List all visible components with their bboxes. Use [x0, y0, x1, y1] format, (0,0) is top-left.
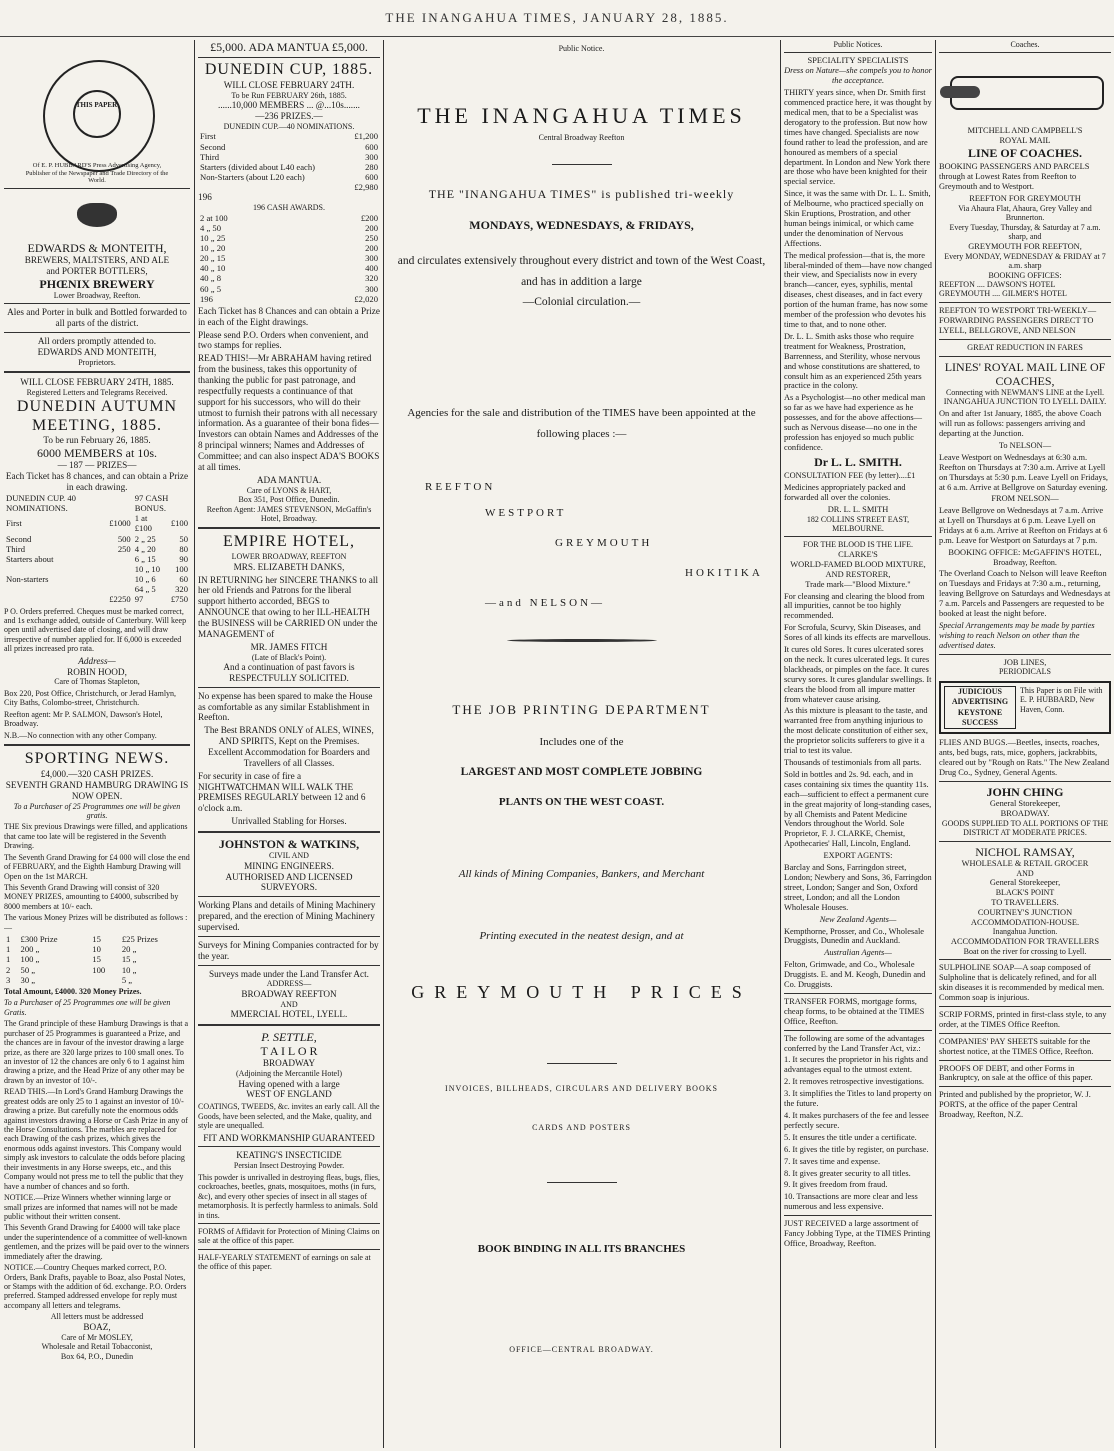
list-item: 5. It ensures the title under a certificate. — [784, 1132, 917, 1142]
coach-line: Via Ahaura Flat, Ahaura, Grey Valley and Brunnerton. — [958, 204, 1092, 223]
table-row: Second 600 — [200, 141, 378, 152]
greymouth-prices: GREYMOUTH PRICES — [411, 982, 752, 1003]
cup-line: ADA MANTUA. — [256, 474, 322, 485]
courtney-line: ACCOMMODATION FOR TRAVELLERS — [950, 936, 1100, 946]
empire-line: And a continuation of past favors is RESPECTFULLY SOLICITED. — [223, 662, 355, 683]
column-rule — [383, 40, 384, 1448]
clarke-paragraph: For cleansing and clearing the blood from all impurities, cannot be too highly recommended. — [784, 591, 925, 621]
page-header-title: THE INANGAHUA TIMES, JANUARY 28, 1885. — [385, 10, 729, 25]
coach-line: GREAT REDUCTION IN FARES — [967, 342, 1083, 352]
settle-title: P. SETTLE, — [261, 1029, 317, 1044]
coach-illustration — [940, 56, 1110, 126]
list-item: 10. Transactions are more clear and less numerous and less expensive. — [784, 1192, 918, 1212]
settle-paragraph: COATINGS, TWEEDS, &c. invites an early call. All the Goods, have been selected, and the Make, quality, and style are unequalled. — [198, 1102, 380, 1131]
coach-line: FROM NELSON— — [991, 494, 1059, 504]
agency-place: HOKITIKA — [685, 567, 763, 580]
coach-paragraph: REEFTON TO WESTPORT TRI-WEEKLY—FORWARDING PASSENGERS DIRECT TO LYELL, BELLGROVE, AND NELSON — [939, 305, 1097, 335]
table-row: 64 „ 5 320 — [134, 584, 188, 595]
johnston-paragraph: Working Plans and details of Mining Machinery prepared, and the erection of Mining Machinery supervised. — [198, 900, 376, 932]
clarke-paragraph: It cures old Sores. It cures ulcerated sores on the neck. It cures ulcerated legs. It cures blackheads, or pimples on the face. It cures scurvy sores. It cures glandular swellings. It clears the blood from all impure matter from whatever cause arising. — [784, 645, 932, 704]
sporting-line: To a Purchaser of 25 Programmes one will be given Gratis. — [4, 998, 171, 1017]
sporting-line: All letters must be addressed — [50, 1312, 144, 1322]
ramsay-line: General Storekeeper, — [989, 878, 1061, 888]
settle-line: FIT AND WORKMANSHIP GUARANTEED — [203, 1132, 375, 1143]
job-lines: JOB LINES, — [1003, 657, 1047, 667]
times-circulation-2: —Colonial circulation.— — [522, 296, 641, 309]
john-ching-title: JOHN CHING — [986, 785, 1064, 800]
nz-agents-title: New Zealand Agents— — [819, 914, 897, 924]
cup-paragraph: Each Ticket has 8 Chances and can obtain a Prize in each of the Eight drawings. — [198, 305, 380, 327]
coach-line: INANGAHUA JUNCTION TO LYELL DAILY. — [943, 397, 1107, 407]
coach-line: Every Tuesday, Thursday, & Saturday at 7 a.m. sharp, and — [949, 222, 1101, 242]
settle-line: BROADWAY — [262, 1058, 316, 1069]
list-item: 3. It simplifies the Titles to land property on the future. — [784, 1089, 932, 1109]
settle-line: (Adjoining the Mercantile Hotel) — [236, 1069, 342, 1079]
edwards-line: BREWERS, MALTSTERS, AND ALE — [24, 255, 170, 266]
table-row: Third 300 — [200, 151, 378, 162]
mitchell-line: ROYAL MAIL — [999, 136, 1051, 146]
sporting-paragraph: The various Money Prizes will be distributed as follows :— — [4, 913, 188, 932]
column-rule — [780, 40, 781, 1448]
edwards-brewery-name: PHŒNIX BREWERY — [39, 276, 155, 291]
sporting-paragraph: NOTICE.—Prize Winners whether winning large or small prizes are informed that names will not be made public without their written consent. — [4, 1193, 178, 1221]
keystone-icon — [944, 686, 1016, 730]
dunedin-line: Registered Letters and Telegrams Received. — [26, 388, 168, 398]
header-rule — [0, 36, 1114, 37]
settle-line: T A I L O R — [260, 1044, 318, 1059]
specialists-paragraph: The medical profession—that is, the more liberal-minded of them—have now changed their view, and Specialists now in every branch—cancer, eyes, syphilis, mental diseases, chest diseases, and in fact every portion of the human frame, has now some member of the profession who devotes his time to that, and to none other. — [784, 250, 932, 329]
list-item: 4. It makes purchasers of the fee and lessee perfectly secure. — [784, 1111, 929, 1130]
clarke-line: WORLD-FAMED BLOOD MIXTURE, — [790, 559, 926, 569]
courtney-title: COURTNEY'S JUNCTION ACCOMMODATION-HOUSE. — [970, 907, 1080, 927]
ching-line: General Storekeeper, — [989, 799, 1061, 809]
proofs-of-debt-notice: PROOFS OF DEBT, and other Forms in Bankruptcy, on sale at the office of this paper. — [939, 1063, 1093, 1083]
advertising-wheel-illustration — [25, 40, 170, 185]
table-row: 10 „ 20 200 — [200, 243, 378, 254]
table-row: 20 „ 15 300 — [200, 253, 378, 264]
cup-paragraph: Please send P.O. Orders when convenient, and two stamps for replies. — [198, 329, 369, 351]
export-agents-title: EXPORT AGENTS: — [823, 851, 893, 861]
johnston-line: MMERCIAL HOTEL, LYELL. — [230, 1009, 348, 1020]
cup-line: —236 PRIZES.— — [255, 111, 323, 122]
column-rule — [935, 40, 936, 1448]
office-line: OFFICE—CENTRAL BROADWAY. — [509, 1345, 654, 1355]
job-line: CARDS AND POSTERS — [532, 1123, 631, 1133]
job-line: INVOICES, BILLHEADS, CIRCULARS AND DELIVERY BOOKS — [445, 1084, 718, 1094]
dunedin-line: WILL CLOSE FEBRUARY 24TH, 1885. — [20, 377, 174, 388]
table-row: Non-starters 10 „ 6 60 — [6, 574, 188, 585]
johnston-line: CIVIL AND — [269, 851, 309, 861]
times-published-line: THE "INANGAHUA TIMES" is published tri-weekly — [428, 187, 735, 201]
empire-hotel-title: EMPIRE HOTEL, — [222, 533, 356, 551]
cup-prize-table — [198, 131, 380, 192]
ching-line: GOODS SUPPLIED TO ALL PORTIONS OF THE DISTRICT AT MODERATE PRICES. — [941, 819, 1109, 838]
coach-line: Every MONDAY, WEDNESDAY & FRIDAY at 7 a.m. sharp — [944, 251, 1106, 271]
empire-paragraph: The Best BRANDS ONLY of ALES, WINES, AND SPIRITS, Kept on the Premises. — [204, 725, 374, 747]
list-item: 2. It removes retrospective investigations. — [784, 1077, 925, 1087]
imprint: Printed and published by the proprietor, W. J. PORTS, at the office of the paper Central Broadway, Reefton, N.Z. — [939, 1090, 1091, 1120]
pay-sheets-notice: COMPANIES' PAY SHEETS suitable for the shortest notice, at the TIMES Office, Reefton. — [939, 1036, 1094, 1056]
column-4 — [784, 40, 932, 1448]
table-header: 97 CASH BONUS. — [134, 492, 169, 514]
keystone-text: JUDICIOUS — [957, 686, 1002, 696]
courtney-line: Inangahua Junction. — [992, 927, 1058, 937]
coach-line: GREYMOUTH .... GILMER'S HOTEL — [939, 289, 1067, 299]
transfer-forms-notice: TRANSFER FORMS, mortgage forms, cheap forms, to be obtained at the TIMES Office, Reefton. — [784, 996, 925, 1026]
settle-line: WEST OF ENGLAND — [246, 1089, 332, 1100]
ada-mantua-banner: £5,000. ADA MANTUA £5,000. — [210, 40, 368, 54]
cup-paragraph: READ THIS!—Mr ABRAHAM having retired from the business, takes this opportunity of thanking the public for past patronage, and respectfully requests a continuance of that support for his successors, who will do their utmost to furnish their patrons with all necessary information. As a guarantee of their bona fides—Investors can obtain Names and Addresses of the 8 principal winners; Names and Addresses of Committee; and can also inspect ADA'S BOOKS at all times. — [198, 353, 380, 472]
coach-line: BOOKING OFFICE: McGAFFIN'S HOTEL, — [948, 547, 1102, 557]
sporting-paragraph: THE Six previous Drawings were filled, and applications that came too late will be registered in the Seventh Drawing. — [4, 822, 188, 851]
table-row: 40 „ 8 320 — [200, 273, 378, 284]
coach-line: BOOKING OFFICES: — [988, 270, 1062, 280]
table-row: Second 500 2 „ 25 50 — [6, 533, 188, 544]
nz-agents: Kempthorne, Prosser, and Co., Wholesale Druggists, Dunedin and Auckland. — [784, 926, 924, 946]
specialists-paragraph: As a Psychologist—no other medical man so far as we have had experience as he possesses, and for the above affections—such as Nervous disease—no one in the profession has enjoyed so much public confidence. — [784, 393, 926, 452]
coach-paragraph: Leave Bellgrove on Wednesdays at 7 a.m. Arrive at Lyell on Thursdays at 6 p.m. Leave Lyell on Fridays at 6 a.m. Arrive at Reefton on Fridays at 6 p.m. Leave for Westport on Saturdays at 7 p.m. — [939, 506, 1108, 546]
dunedin-line: Box 220, Post Office, Christchurch, or Jerad Hamlyn, City Baths, Colombo-street, Christchurch. — [4, 688, 177, 708]
sporting-paragraph: The Grand principle of these Hamburg Drawings is that a purchaser of 25 Programmes is guaranteed a Prize, and the chances are in favour of the investor drawing a large prize, as there are 320 large prizes to 100 small ones. To an investor of 12 the chances are only 6 to 1 against him drawing a prize, and the Head Prize of any other may be drawn by an investor of 10/-. — [4, 1019, 189, 1085]
table-row: 4 „ 50 200 — [200, 222, 378, 233]
coach-paragraph: BOOKING PASSENGERS AND PARCELS through at Lowest Rates from Reefton to Greymouth and to Westport. — [939, 162, 1090, 192]
specialists-subtitle: Dress on Nature—she compels you to honor the acceptance. — [784, 66, 932, 86]
coach-line: Connecting with NEWMAN'S LINE at the Lyell. — [945, 387, 1105, 397]
table-header: DUNEDIN CUP. 40 NOMINATIONS. — [6, 492, 76, 514]
job-printing-title: THE JOB PRINTING DEPARTMENT — [452, 702, 711, 718]
sporting-paragraph: READ THIS.—In Lord's Grand Hamburg Drawings the greatest odds are only 25 to 1 against an investor of 10/- drawing a prize. But carefully note the enormous odds against investors drawing a Horse or Cash Prize in any of the Horse Consultations. The marbles are replaced for each Drawing of the cash prizes, which gives the enormous odds against investors. This Company would simply ask investors to calculate the odds before placing their investments in any Horse sweeps, etc., and this Company would not press me to tell the public that they have a number of chances and so forth. — [4, 1087, 188, 1191]
sporting-prize-table — [4, 934, 190, 985]
sporting-line: Care of Mr MOSLEY, — [61, 1332, 133, 1342]
dunedin-line: ROBIN HOOD, — [67, 666, 127, 677]
times-subtitle: Central Broadway Reefton — [538, 133, 625, 142]
keystone-caption: This Paper is on File with E. P. HUBBARD, New Haven, Conn. — [1020, 685, 1103, 714]
specialists-paragraph: Dr. L. L. Smith asks those who require treatment for Weakness, Prostration, Barrenness, and Sterility, whose nervous and whose constitutions are shattered, to consult him as an experienced 25th years practice in the colony. — [784, 331, 922, 391]
consult-line: Medicines appropriately packed and forwarded all over the colonies. — [784, 482, 906, 502]
dr-smith-name: Dr L. L. SMITH. — [814, 454, 902, 469]
lines-royal-mail: LINES' ROYAL MAIL LINE OF COACHES, — [944, 359, 1106, 388]
sporting-line: SEVENTH GRAND HAMBURG DRAWING IS NOW OPEN. — [5, 779, 189, 801]
clarke-paragraph: Sold in bottles and 2s. 9d. each, and in cases containing six times the quantity 11s. each—sufficient to effect a permanent cure in the great majority of long-standing cases, by all Chemists and Patent Medicine Vendors throughout the World. Sole Proprietor, F. J. CLARKE, Chemist, Apothecaries' Hall, Lincoln, England. — [784, 769, 932, 849]
courtney-line: Boat on the river for crossing to Lyell. — [963, 946, 1087, 956]
job-line: All kinds of Mining Companies, Bankers, and Merchant — [458, 868, 705, 881]
table-row: 40 „ 10 400 — [200, 263, 378, 274]
cup-line: Reefton Agent: JAMES STEVENSON, McGaffin's Hotel, Broadway. — [206, 504, 372, 523]
settle-line: Having opened with a large — [238, 1078, 340, 1089]
sulpholine-ad: SULPHOLINE SOAP—A soap composed of Sulpholine that is delicately refined, and for all skin diseases it is recommended by medical men. Common soap is injurious. — [939, 963, 1105, 1002]
dunedin-line: Care of Thomas Stapleton, — [54, 677, 140, 687]
cup-line: 196 — [198, 192, 212, 203]
sporting-line: BOAZ, — [83, 1321, 111, 1332]
ramsay-line: WHOLESALE & RETAIL GROCER — [961, 859, 1089, 869]
table-row: 1 100 „ 15 15 „ — [6, 954, 137, 965]
keystone-text: SUCCESS — [961, 718, 998, 728]
keatings-line: Persian Insect Destroying Powder. — [233, 1161, 345, 1171]
johnston-line: BROADWAY REEFTON — [241, 988, 337, 999]
ramsay-title: NICHOL RAMSAY, — [975, 844, 1075, 859]
sporting-line: Total Amount, £4000. 320 Money Prizes. — [4, 986, 142, 996]
table-total-row: 196 £2,020 — [200, 293, 378, 304]
dunedin-line: N.B.—No connection with any other Company. — [4, 730, 157, 740]
scrip-forms-notice: SCRIP FORMS, printed in first-class style, to any order, at the TIMES Office Reefton. — [939, 1009, 1107, 1029]
empire-paragraph: For security in case of fire a NIGHTWATCHMAN WILL WALK THE PREMISES REGULARLY between 12 and 6 o'clock a.m. — [198, 770, 366, 814]
section-label: Public Notices. — [833, 40, 883, 49]
edwards-line: Lower Broadway, Reefton. — [53, 291, 141, 301]
times-title: THE INANGAHUA TIMES — [417, 103, 746, 128]
sporting-line: Wholesale and Retail Tobacconist, — [41, 1342, 153, 1352]
sporting-line: Box 64, P.O., Dunedin — [60, 1351, 134, 1361]
type-received-notice: JUST RECEIVED a large assortment of Fancy Jobbing Type, at the TIMES Printing Office, Broadway, Reefton. — [784, 1219, 931, 1248]
column-1 — [4, 40, 190, 1448]
table-row: First £1,200 — [200, 131, 378, 142]
masthead — [0, 0, 1114, 36]
edwards-line: Ales and Porter in bulk and Bottled forwarded to all parts of the district. — [7, 307, 187, 329]
dunedin-line: Address— — [78, 655, 116, 666]
table-row: Starters (divided about L40 each) 280 — [200, 161, 378, 172]
cup-line: WILL CLOSE FEBRUARY 24TH. — [223, 80, 355, 91]
keatings-title: KEATING'S INSECTICIDE — [236, 1150, 342, 1161]
empire-paragraph: No expense has been spared to make the House as comfortable as any similar Establishment in Reefton. — [198, 690, 373, 723]
table-row: 1 £300 Prize 15 £25 Prizes — [6, 934, 158, 945]
list-item: 6. It gives the title by register, on purchase. — [784, 1144, 929, 1154]
edwards-line: EDWARDS AND MONTEITH, — [37, 347, 157, 358]
land-transfer-intro: The following are some of the advantages conferred by the Land Transfer Act, viz.: — [784, 1033, 925, 1053]
sporting-paragraph: This Seventh Grand Drawing for £4000 will take place under the superintendence of a committee of well-known gentlemen, and the prizes will be paid over to the winners immediately after the drawing. — [4, 1223, 190, 1261]
table-total-row: £2,980 — [354, 182, 378, 193]
job-line: Printing executed in the neatest design, and at — [479, 930, 684, 943]
cup-line: ......10,000 MEMBERS ... @...10s....... — [218, 100, 360, 111]
ramsay-line: AND — [1016, 868, 1034, 878]
dunedin-cup-title: DUNEDIN CUP, 1885. — [204, 61, 374, 79]
dunedin-title: DUNEDIN AUTUMN MEETING, 1885. — [16, 397, 178, 434]
job-line: Includes one of the — [539, 736, 624, 749]
johnston-paragraph: Surveys for Mining Companies contracted for by the year. — [198, 939, 379, 961]
cup-line: 196 CASH AWARDS. — [252, 203, 326, 213]
table-row: 10 „ 10 100 — [134, 563, 188, 574]
sporting-paragraph: This Seventh Grand Drawing will consist of 320 MONEY PRIZES, amounting to £4000, subscribed by 8000 members at 10/- each. — [4, 883, 179, 911]
centre-notice — [385, 40, 778, 1448]
column-2 — [198, 40, 380, 1448]
list-item: 7. It saves time and expense. — [784, 1156, 881, 1166]
clarke-paragraph: For Scrofula, Scurvy, Skin Diseases, and Sores of all kinds its effects are marvellous. — [784, 623, 931, 643]
sporting-line: £4,000.—320 CASH PRIZES. — [40, 768, 154, 779]
column-rule — [194, 40, 195, 1448]
clarke-line: Trade mark—"Blood Mixture." — [805, 579, 911, 589]
agency-place: REEFTON — [425, 481, 496, 494]
specialists-title: SPECIALITY SPECIALISTS — [807, 56, 909, 66]
specialists-paragraph: Since, it was the same with Dr. L. L. Smith, of Melbourne, who practiced specially on Skin Eruptions, Prostration, and other human beings inimical, or which came under the denomination of Nervous Affections. — [784, 189, 931, 248]
job-line: PLANTS ON THE WEST COAST. — [498, 796, 665, 809]
judicious-advertising-box — [939, 681, 1111, 735]
johnston-line: AND — [280, 999, 298, 1009]
table-row: 3 30 „ 5 „ — [6, 974, 133, 985]
eagle-emblem-icon — [67, 195, 127, 235]
edwards-line: Proprietors. — [78, 357, 116, 367]
dunedin-prize-table — [4, 493, 190, 605]
empire-line: MRS. ELIZABETH DANKS, — [233, 561, 345, 572]
agency-place: WESTPORT — [485, 507, 567, 520]
horse-icon — [940, 86, 980, 98]
johnston-line: Surveys made under the Land Transfer Act. — [209, 968, 369, 979]
coach-paragraph: On and after 1st January, 1885, the above Coach will run as follows: passengers arriving and departing at the Junction. — [939, 409, 1102, 438]
table-row: 1 200 „ 10 20 „ — [6, 944, 137, 955]
dr-smith-name-2: DR. L. L. SMITH — [827, 504, 889, 514]
times-days: MONDAYS, WEDNESDAYS, & FRIDAYS, — [469, 218, 694, 232]
specialists-paragraph: THIRTY years since, when Dr. Smith first commenced practice here, it was thought by medical men, that to be a Specialist was derogatory to the profession. But now how times have changed. Specialists are now found rather to lead the profession, and are honoured as members of a special department. In London and New York there are those who have been knighted for their special service. — [784, 88, 932, 187]
aus-agents-title: Australian Agents— — [824, 948, 892, 958]
sporting-news-title: SPORTING NEWS. — [24, 750, 170, 768]
coach-paragraph: Leave Westport on Wednesdays at 6:30 a.m. Reefton on Thursdays at 7:30 a.m. Arrive at Lyell on Thursdays at 5:30 p.m. Leave Lyell on Fridays, at 6 a.m. Arrive at Bellgrove on Saturday evening. — [939, 452, 1108, 492]
clarke-line: AND RESTORER, — [825, 569, 891, 579]
empire-paragraph: IN RETURNING her SINCERE THANKS to all her old Friends and Patrons for the liberal support hitherto accorded, BEGS to ANNOUNCE that owing to her ILL-HEALTH the BUSINESS will be CARRIED ON under the MANAGEMENT of — [198, 574, 378, 639]
table-row: Starters about 6 „ 15 90 — [6, 553, 188, 564]
dunedin-line: — 187 — PRIZES— — [57, 460, 137, 471]
coach-line: REEFTON .... DAWSON'S HOTEL — [939, 280, 1056, 289]
keatings-paragraph: This powder is unrivalled in destroying fleas, bugs, flies, cockroaches, beetles, gnats, mosquitoes, moths (in furs, &c), and every other species of insect in all stages of metamorphosis. It is perfectly harmless to animals. Sold in tins. — [198, 1172, 380, 1220]
dunedin-line: Reefton agent: Mr P. SALMON, Dawson's Hotel, Broadway. — [4, 709, 163, 729]
wheel-hub: THIS PAPER — [73, 90, 121, 138]
coach-line: To NELSON— — [998, 440, 1052, 450]
periodicals: PERIODICALS — [998, 667, 1051, 677]
edwards-line: All orders promptly attended to. — [37, 336, 157, 347]
coach-line: REEFTON FOR GREYMOUTH — [969, 194, 1081, 204]
clarke-title: CLARKE'S — [838, 549, 878, 559]
mitchell-line-of-coaches: LINE OF COACHES. — [968, 146, 1082, 161]
rough-on-rats-ad: FLIES AND BUGS.—Beetles, insects, roaches, ants, bed bugs, rats, mice, gophers, jackrabbits, cleared out by "Rough on Rats." The New Zealand Drug Co., Sydney, General Agents. — [939, 738, 1110, 778]
consult-fee: CONSULTATION FEE (by letter)....£1 — [784, 470, 916, 480]
ramsay-line: TO TRAVELLERS. — [991, 897, 1059, 907]
sporting-line: To a Purchaser of 25 Programmes one will be given gratis. — [13, 801, 181, 820]
dunedin-line: Each Ticket has 8 chances, and can obtain a Prize in each drawing. — [5, 471, 189, 493]
cup-awards-table — [198, 213, 380, 304]
dunedin-members: 6000 MEMBERS at 10s. — [36, 446, 157, 461]
coach-line: Broadway, Reefton. — [993, 557, 1057, 567]
coach-paragraph: The Overland Coach to Nelson will leave Reefton on Tuesdays and Fridays at 7:30 a.m., returning, leaving Bellgrove on Saturdays and Wednesdays at 7 a.m. Parcels and Passengers are requested to be booked at least the night before. — [939, 569, 1111, 618]
edwards-title: EDWARDS & MONTEITH, — [27, 241, 167, 255]
coach-paragraph: Special Arrangements may be made by parties wishing to reach Nelson on other than the advertised dates. — [939, 620, 1095, 650]
wheel-caption: Of E. P. HUBBARD'S Press Advertising Agency, Publisher of the Newspaper and Trade Directory of the World. — [25, 162, 169, 185]
cup-line: Care of LYONS & HART, — [246, 485, 332, 495]
ching-line: BROADWAY. — [1000, 809, 1050, 819]
empire-paragraph: Excellent Accommodation for Boarders and Travellers of all Classes. — [208, 747, 370, 768]
keystone-text: KEYSTONE — [957, 707, 1003, 717]
list-item: 8. It gives greater security to all titles. — [784, 1168, 911, 1178]
empire-line: LOWER BROADWAY, REEFTON — [231, 552, 347, 562]
table-row: Non-Starters (about L20 each) 600 — [200, 172, 378, 183]
agencies-line: Agencies for the sale and distribution of the TIMES have been appointed at the following places :— — [407, 407, 756, 441]
export-agents: Barclay and Sons, Farringdon street, London; Newbery and Sons, 36, Farringdon street, London; Sanger and Son, Oxford street, London; and all the London Wholesale Houses. — [784, 863, 932, 912]
table-row: Third 250 4 „ 20 80 — [6, 543, 188, 554]
cup-line: To be Run FEBRUARY 26th, 1885. — [231, 90, 347, 100]
clarke-paragraph: Thousands of testimonials from all parts. — [784, 758, 922, 767]
clarke-header: FOR THE BLOOD IS THE LIFE. — [803, 540, 913, 550]
table-row: 10 „ 25 250 — [200, 232, 378, 243]
keystone-text: ADVERTISING — [951, 697, 1009, 707]
book-binding-line: BOOK BINDING IN ALL ITS BRANCHES — [477, 1243, 686, 1256]
sporting-paragraph: The Seventh Grand Drawing for £4 000 will close the end of FEBRUARY, and the Eighth Hamburg Drawing will Open on the 1st MARCH. — [4, 852, 190, 881]
list-item: 9. It gives freedom from fraud. — [784, 1180, 888, 1190]
coach-line: GREYMOUTH FOR REEFTON, — [968, 241, 1082, 251]
johnston-title: JOHNSTON & WATKINS, — [218, 837, 360, 852]
sporting-paragraph: NOTICE.—Country Cheques marked correct, P.O. Orders, Bank Drafts, payable to Boaz, also Postal Notes, or Stamps with the addition of 6d. exchange. P.O. Orders preferred. Stamped addressed envelope for reply must accompany all letters and telegrams. — [4, 1263, 187, 1310]
table-row: 2 50 „ 100 10 „ — [6, 964, 137, 975]
clarke-paragraph: As this mixture is pleasant to the taste, and warranted free from anything injurious to the most delicate constitution of either sex, the proprietor solicits sufferers to give it a trial to test its value. — [784, 706, 928, 756]
times-circulation: and circulates extensively throughout every district and town of the West Coast, and has in addition a large — [397, 255, 766, 288]
agency-place: GREYMOUTH — [555, 537, 653, 550]
forms-notice: FORMS of Affidavit for Protection of Mining Claims on sale at the office of this paper. — [198, 1226, 380, 1246]
empire-line: Unrivalled Stabling for Horses. — [231, 816, 347, 827]
section-label: Coaches. — [1010, 40, 1040, 49]
empire-line: (Late of Black's Point). — [251, 652, 327, 662]
list-item: 1. It secures the proprietor in his rights and advantages equal to the utmost extent. — [784, 1055, 928, 1075]
dunedin-line: To be run February 26, 1885. — [43, 435, 151, 446]
johnston-line: ADDRESS— — [266, 979, 312, 989]
dunedin-paragraph: P O. Orders preferred. Cheques must be marked correct, and 1s exchange added, outside of Canterbury. Will keep open until advertised date of closing, and will draw irrespective of number applied for. If 6,000 is exceeded all prizes increased pro rata. — [4, 606, 187, 654]
table-row: First £1000 1 at £100 £100 — [6, 513, 188, 534]
aus-agents: Felton, Grimwade, and Co., Wholesale Druggists. E. and M. Keogh, Dunedin and Co. Druggists. — [784, 960, 926, 990]
section-label: Public Notice. — [558, 44, 605, 53]
johnston-line: MINING ENGINEERS. — [244, 860, 334, 871]
johnston-line: AUTHORISED AND LICENSED SURVEYORS. — [225, 871, 353, 893]
cup-line: Box 351, Post Office, Dunedin. — [238, 495, 340, 505]
table-row: 60 „ 5 300 — [200, 283, 378, 294]
edwards-line: and PORTER BOTTLERS, — [46, 266, 148, 277]
mitchell-title: MITCHELL AND CAMPBELL'S — [967, 126, 1083, 136]
statement-notice: HALF-YEARLY STATEMENT of earnings on sale at the office of this paper. — [198, 1252, 371, 1272]
table-total-row: £2250 97 £750 — [109, 594, 188, 605]
agency-place: —and NELSON— — [485, 597, 606, 610]
dr-smith-address: 182 COLLINS STREET EAST, MELBOURNE. — [806, 514, 910, 533]
job-line: LARGEST AND MOST COMPLETE JOBBING — [460, 766, 703, 779]
cup-line: DUNEDIN CUP.—40 NOMINATIONS. — [223, 122, 355, 132]
empire-line: MR. JAMES FITCH — [250, 641, 328, 652]
table-row: 2 at 100 £200 — [200, 212, 378, 223]
column-5 — [939, 40, 1111, 1448]
ramsay-line: BLACK'S POINT — [995, 888, 1055, 898]
